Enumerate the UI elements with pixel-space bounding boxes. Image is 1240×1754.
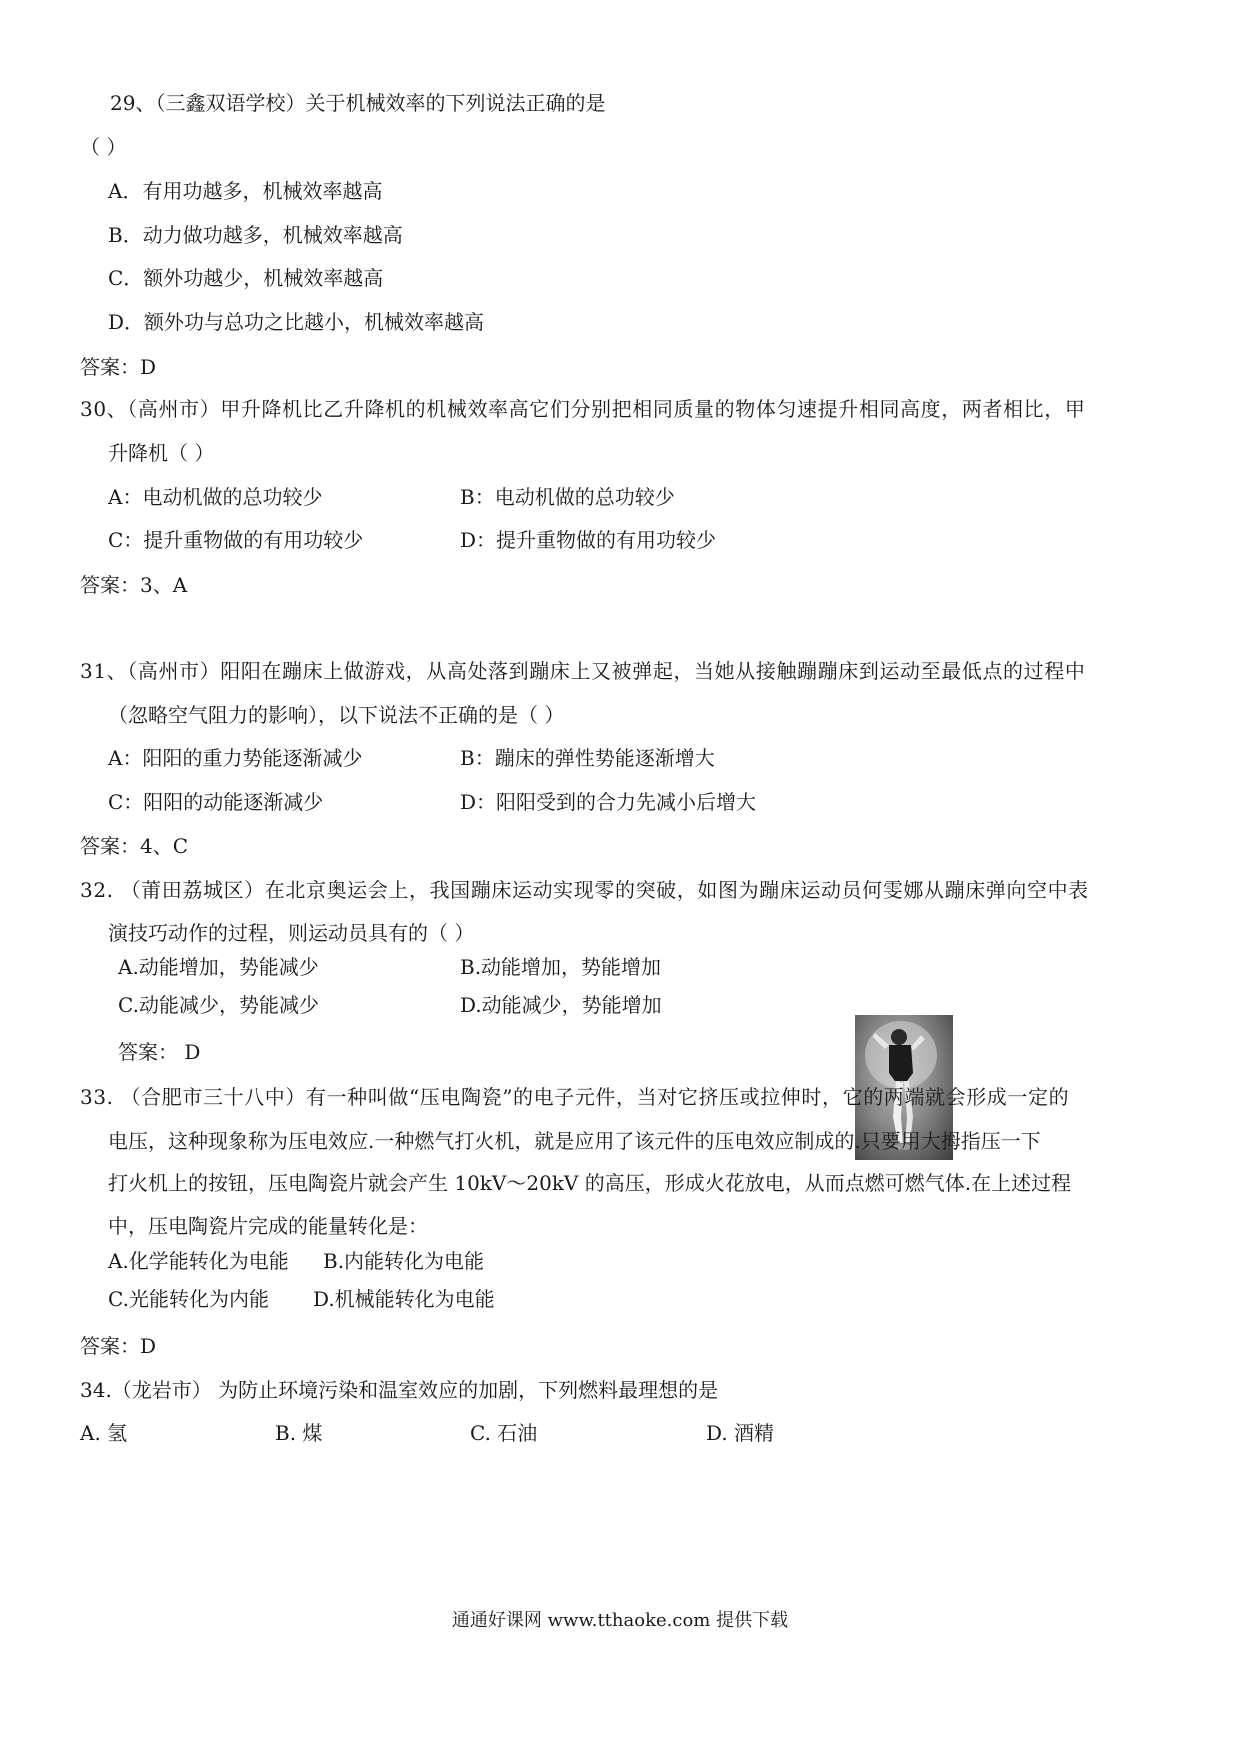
q30-stem-line1: 30、（高州市）甲升降机比乙升降机的机械效率高它们分别把相同质量的物体匀速提升相同高度，两者相比，甲 <box>80 397 1086 421</box>
q31-option-b: B：蹦床的弹性势能逐渐增大 <box>460 746 715 770</box>
q34-option-b: B. 煤 <box>275 1421 323 1445</box>
q32-stem-line2: 演技巧动作的过程，则运动员具有的（ ） <box>108 921 475 945</box>
q34-option-a: A. 氢 <box>80 1421 128 1445</box>
q32-option-d: D.动能减少，势能增加 <box>460 993 662 1017</box>
q33-answer: 答案：D <box>80 1334 157 1358</box>
q33-option-b: B.内能转化为电能 <box>323 1249 485 1273</box>
q31-option-a: A：阳阳的重力势能逐渐减少 <box>108 746 363 770</box>
q32-answer: 答案： D <box>118 1040 201 1064</box>
q32-stem-line1: 32. （莆田荔城区）在北京奥运会上，我国蹦床运动实现零的突破，如图为蹦床运动员何雯娜从蹦床弹向空中表 <box>80 878 1089 902</box>
q33-option-d: D.机械能转化为电能 <box>313 1287 495 1311</box>
q31-option-c: C：阳阳的动能逐渐减少 <box>108 790 324 814</box>
q29-option-b: B．动力做功越多，机械效率越高 <box>108 223 403 247</box>
q31-option-d: D：阳阳受到的合力先减小后增大 <box>460 790 757 814</box>
q31-answer: 答案：4、C <box>80 834 189 858</box>
q34-option-d: D. 酒精 <box>706 1421 775 1445</box>
q29-option-c: C．额外功越少，机械效率越高 <box>108 266 384 290</box>
q30-answer: 答案：3、A <box>80 573 188 597</box>
q30-option-a: A：电动机做的总功较少 <box>108 485 323 509</box>
q33-option-c: C.光能转化为内能 <box>108 1287 269 1311</box>
q29-stem: 29、（三鑫双语学校）关于机械效率的下列说法正确的是 <box>110 91 606 115</box>
q29-answer-paren: （ ） <box>80 135 127 159</box>
q29-answer: 答案：D <box>80 355 157 379</box>
q31-stem-line2: （忽略空气阻力的影响），以下说法不正确的是（ ） <box>108 703 565 727</box>
q33-stem-line3: 打火机上的按钮，压电陶瓷片就会产生 10kV～20kV 的高压，形成火花放电，从而点燃可燃气体.在上述过程 <box>108 1171 1072 1195</box>
q33-stem-line1: 33. （合肥市三十八中）有一种叫做“压电陶瓷”的电子元件，当对它挤压或拉伸时，它的两端就会形成一定的 <box>80 1085 1070 1109</box>
q32-option-b: B.动能增加，势能增加 <box>460 955 662 979</box>
q29-option-d: D．额外功与总功之比越小，机械效率越高 <box>108 310 485 334</box>
q33-stem-line2: 电压，这种现象称为压电效应.一种燃气打火机，就是应用了该元件的压电效应制成的.只要用大拇指压一下 <box>108 1129 1041 1153</box>
q32-option-a: A.动能增加，势能减少 <box>118 955 319 979</box>
page-footer: 通通好课网 www.tthaoke.com 提供下载 <box>451 1610 789 1631</box>
q33-option-a: A.化学能转化为电能 <box>108 1249 289 1273</box>
q30-option-c: C：提升重物做的有用功较少 <box>108 528 364 552</box>
q30-option-b: B：电动机做的总功较少 <box>460 485 675 509</box>
q31-stem-line1: 31、（高州市）阳阳在蹦床上做游戏，从高处落到蹦床上又被弹起，当她从接触蹦蹦床到运动至最低点的过程中 <box>80 659 1086 683</box>
q33-stem-line4: 中，压电陶瓷片完成的能量转化是： <box>108 1214 428 1238</box>
q34-option-c: C. 石油 <box>470 1421 538 1445</box>
q34-stem: 34.（龙岩市） 为防止环境污染和温室效应的加剧，下列燃料最理想的是 <box>80 1378 719 1402</box>
q32-option-c: C.动能减少，势能减少 <box>118 993 319 1017</box>
q30-option-d: D：提升重物做的有用功较少 <box>460 528 717 552</box>
q29-option-a: A．有用功越多，机械效率越高 <box>108 179 383 203</box>
q30-stem-line2: 升降机（ ） <box>108 441 215 465</box>
